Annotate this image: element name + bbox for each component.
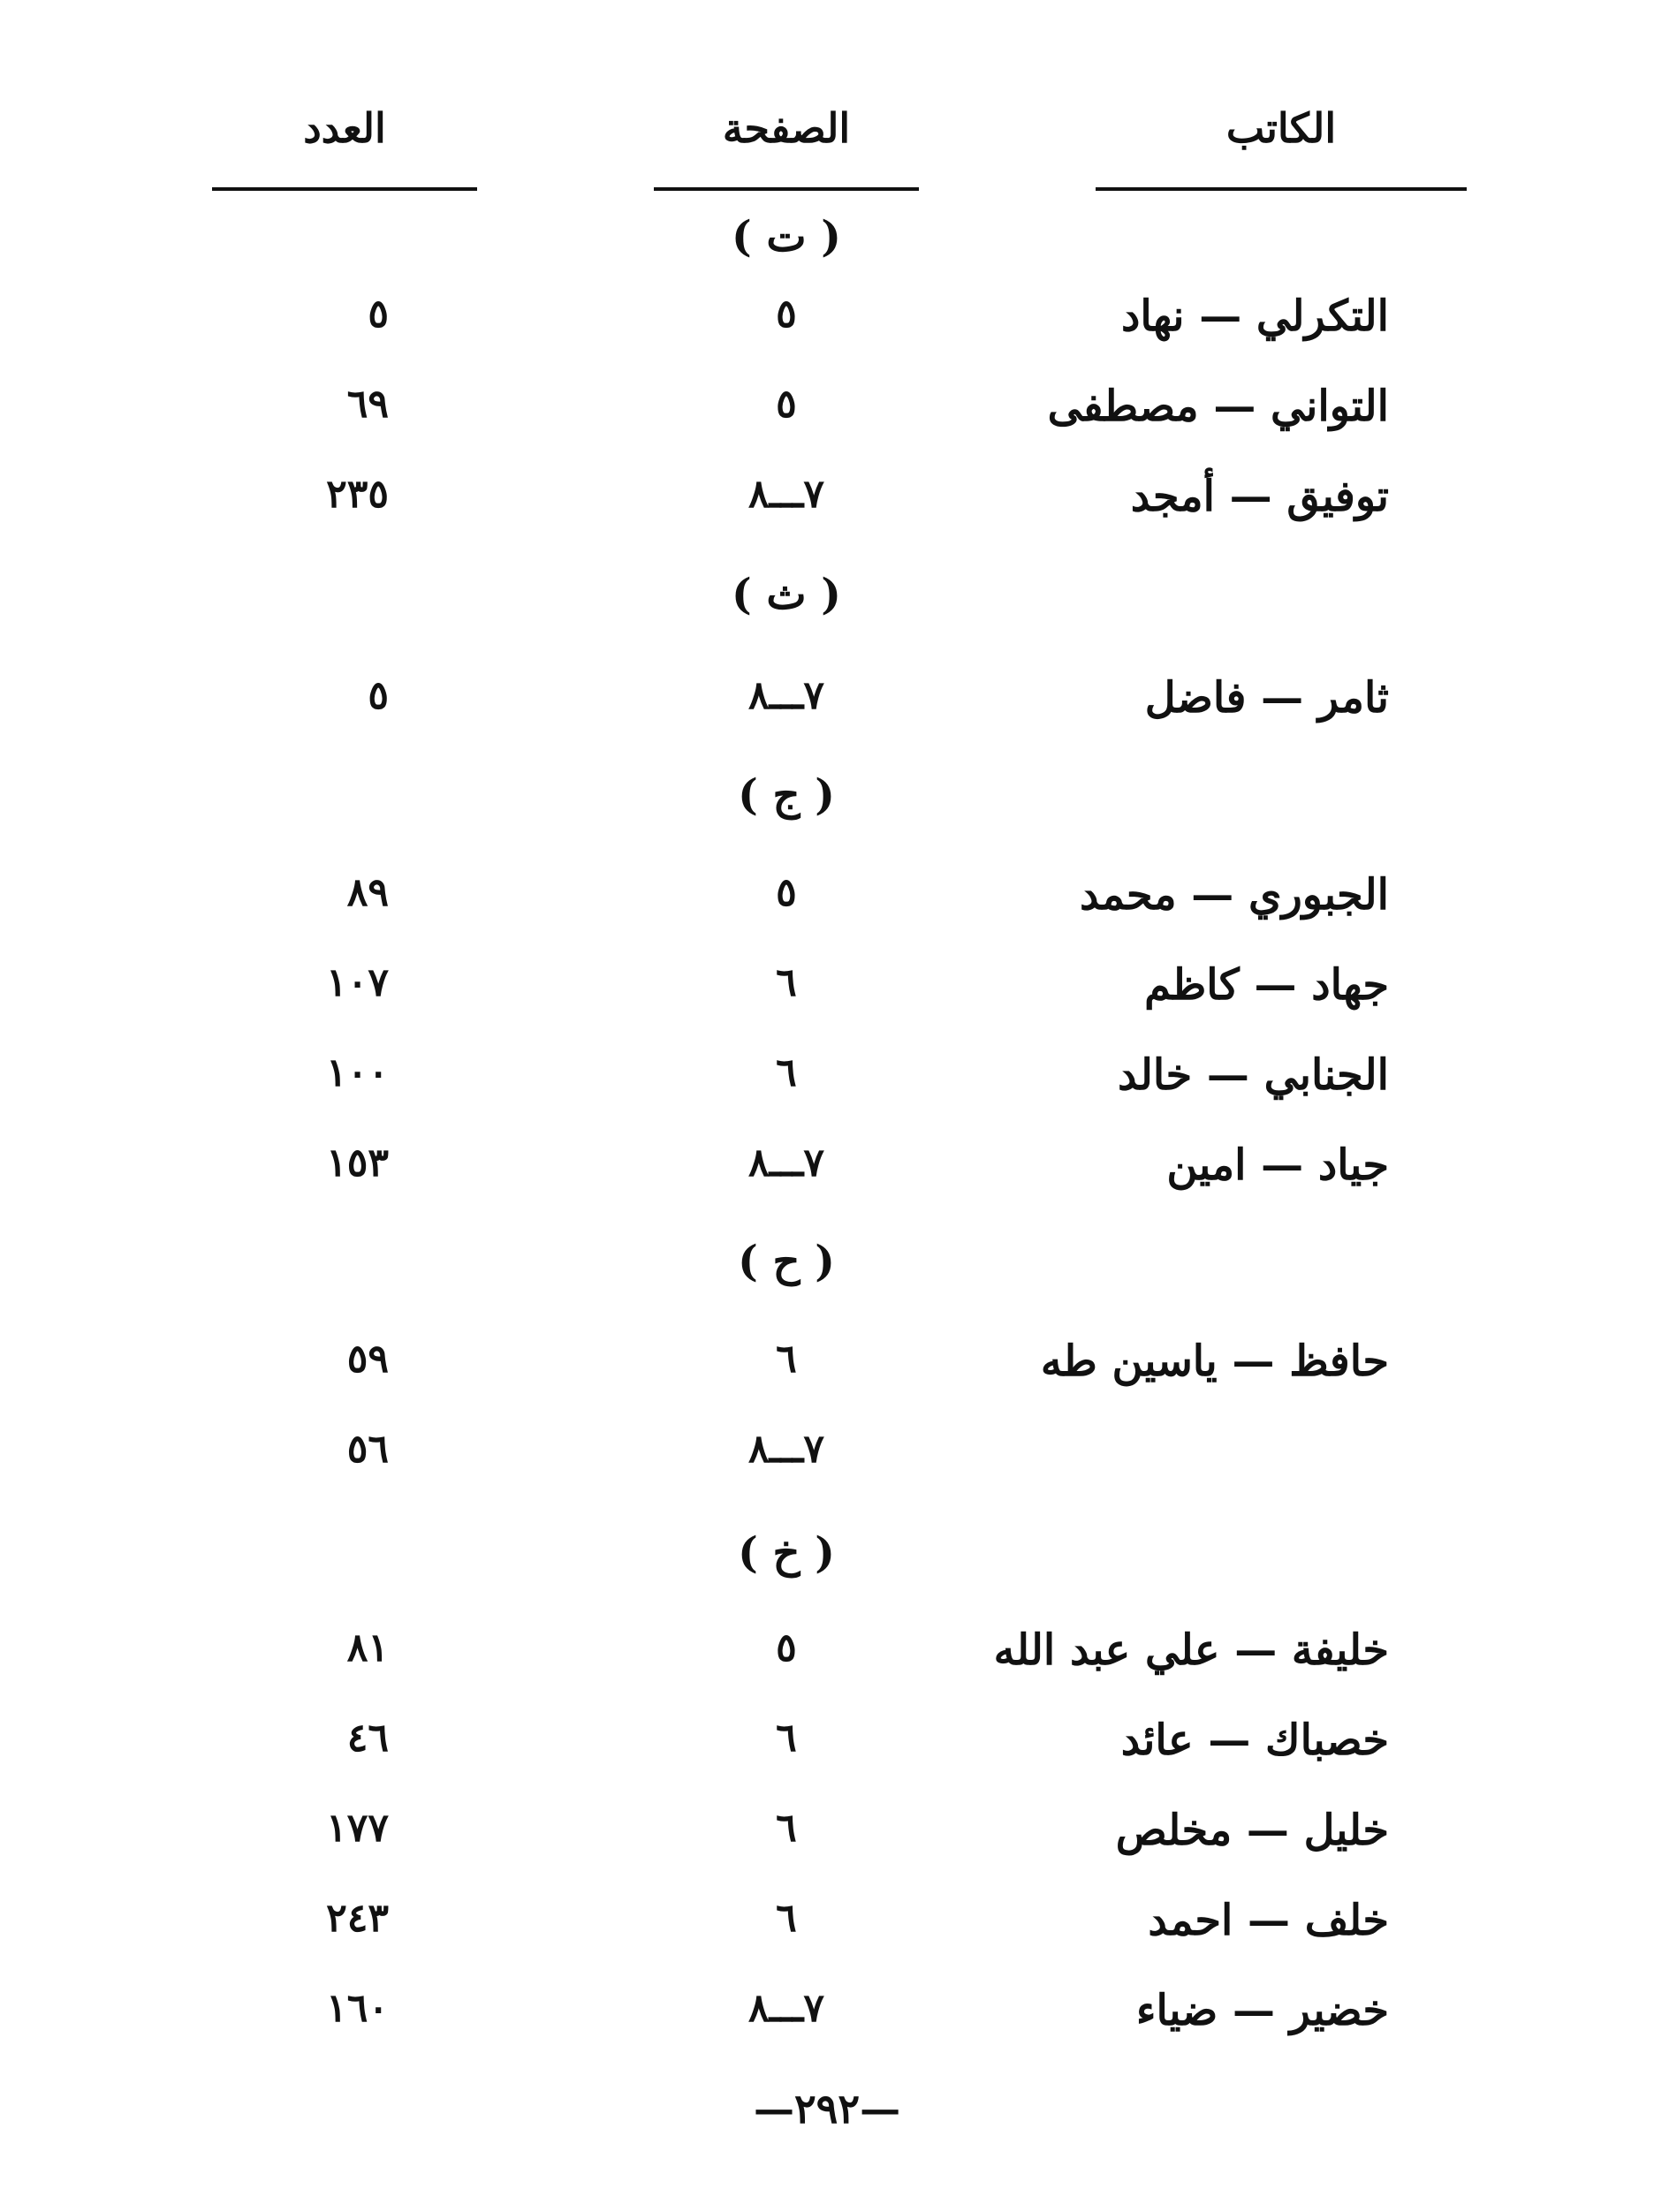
issue-number: ٨١ [346,1625,389,1670]
page-number: ٥ [776,870,797,915]
author-name: الجنابي — خالد [1118,1050,1389,1100]
author-name: حافظ — ياسين طه [1040,1337,1389,1386]
table-row [0,870,1654,932]
section-letter: ( ج ) [738,770,835,820]
issue-number: ١٠٠ [326,1050,389,1095]
author-name: خصباك — عائد [1120,1716,1389,1765]
table-row [0,1806,1654,1867]
section-letter: ( ح ) [738,1237,835,1286]
table-row [0,1896,1654,1958]
issue-number: ٥ [368,292,389,337]
issue-number: ٢٣٥ [326,472,389,517]
page-number: ٥ [776,292,797,337]
table-row [0,1337,1654,1398]
table-row [0,1716,1654,1777]
issue-number: ١٧٧ [326,1806,389,1851]
section-letter: ( خ ) [738,1528,835,1578]
page-number: ٦ [776,1806,797,1851]
header-author: الكاتب [1225,104,1337,152]
issue-number: ٢٤٣ [326,1896,389,1941]
table-row [0,1427,1654,1489]
issue-number: ٦٩ [346,382,389,427]
issue-number: ٤٦ [346,1716,389,1761]
issue-number: ٨٩ [346,870,389,915]
header-rule-issue [212,187,477,191]
page-footer-number: —٢٩٢— [753,2085,901,2132]
header-rule-author [1096,187,1467,191]
table-row [0,1050,1654,1112]
table-row [0,1986,1654,2048]
page-number: ٧ـــ٨ [748,1986,824,2031]
page-number: ٧ـــ٨ [748,1140,824,1186]
page-number: ٥ [776,382,797,427]
page-number: ٦ [776,1050,797,1095]
table-row [0,472,1654,534]
section-letter: ( ث ) [731,570,842,619]
table-row [0,292,1654,353]
author-name: الجبوري — محمد [1079,870,1389,920]
author-name: جهاد — كاظم [1144,960,1389,1010]
header-rule-page [654,187,919,191]
author-name: جياد — امين [1166,1140,1389,1190]
table-row [0,960,1654,1022]
page-number: ٦ [776,1716,797,1761]
page-number: ٧ـــ٨ [748,1427,824,1472]
author-name: ثامر — فاضل [1144,673,1389,723]
page-number: ٦ [776,960,797,1005]
header-issue: العدد [303,104,386,152]
issue-number: ٥ [368,673,389,718]
page-number: ٦ [776,1896,797,1941]
header-page: الصفحة [722,104,851,152]
page-number: ٧ـــ٨ [748,472,824,517]
issue-number: ٥٦ [346,1427,389,1472]
table-row [0,1140,1654,1202]
issue-number: ٥٩ [346,1337,389,1382]
page-number: ٥ [776,1625,797,1670]
author-name: خليفة — علي عبد الله [993,1625,1389,1675]
table-row [0,1625,1654,1687]
author-name: التواني — مصطفى [1047,382,1389,431]
author-name: خضير — ضياء [1135,1986,1389,2035]
author-name: خلف — احمد [1148,1896,1389,1945]
author-name: التكرلي — نهاد [1121,292,1389,341]
table-row [0,382,1654,443]
author-name: خليل — مخلص [1115,1806,1389,1855]
section-letter: ( ت ) [731,212,842,261]
issue-number: ١٠٧ [326,960,389,1005]
issue-number: ١٥٣ [326,1140,389,1186]
page-number: ٦ [776,1337,797,1382]
table-row [0,673,1654,735]
issue-number: ١٦٠ [326,1986,389,2031]
author-name: توفيق — أمجد [1130,472,1389,521]
page-number: ٧ـــ٨ [748,673,824,718]
